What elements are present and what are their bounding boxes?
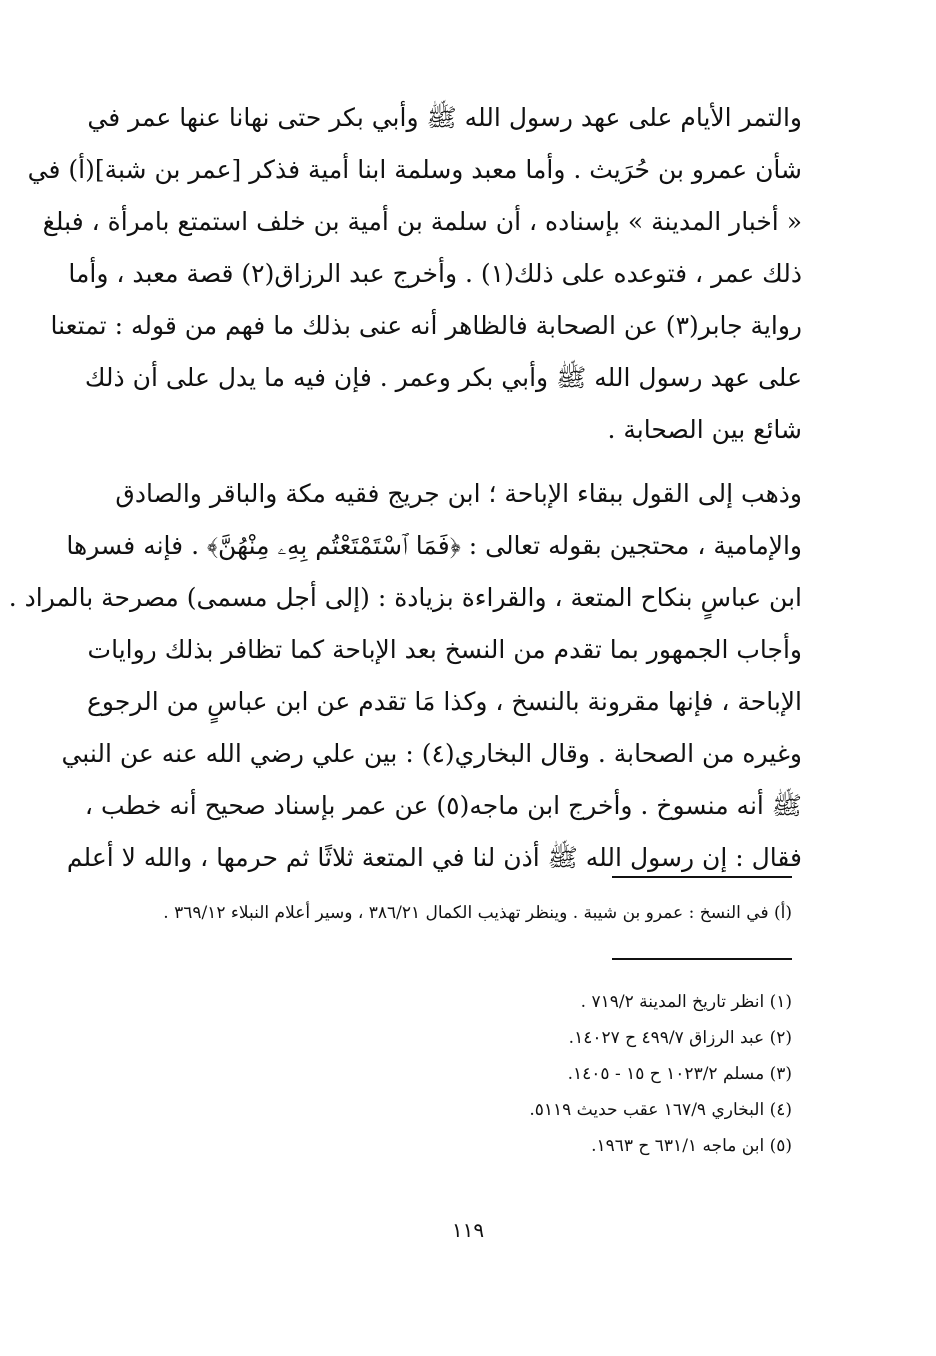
text-line: ﷺ أنه منسوخ . وأخرج ابن ماجه(٥) عن عمر بإسناد صحيح أنه خطب ، [84, 791, 802, 820]
footnote-item: (٢) عبد الرزاق ٤٩٩/٧ ح ١٤٠٢٧. [568, 1028, 792, 1048]
main-text [8, 92, 802, 884]
editor-note: (أ) في النسخ : عمرو بن شيبة . وينظر تهذيب الكمال ٣٨٦/٢١ ، وسير أعلام النبلاء ٣٦٩/١٢ . [163, 903, 792, 923]
footnote-divider [612, 958, 792, 960]
text-line: على عهد رسول الله ﷺ وأبي بكر وعمر . فإن فيه ما يدل على أن ذلك [84, 363, 802, 392]
text-line: وغيره من الصحابة . وقال البخاري(٤) : بين علي رضي الله عنه عن النبي [61, 739, 802, 768]
text-line: « أخبار المدينة » بإسناده ، أن سلمة بن أمية بن خلف استمتع بامرأة ، فبلغ [42, 207, 802, 236]
text-line: وذهب إلى القول ببقاء الإباحة ؛ ابن جريج فقيه مكة والباقر والصادق [115, 479, 802, 508]
footnote-item: (١) انظر تاريخ المدينة ٧١٩/٢ . [580, 992, 792, 1012]
text-line: شائع بين الصحابة . [607, 415, 802, 444]
footnote-divider [612, 876, 792, 878]
text-line: رواية جابر(٣) عن الصحابة فالظاهر أنه عنى بذلك ما فهم من قوله : تمتعنا [50, 311, 802, 340]
text-line: ذلك عمر ، فتوعده على ذلك(١) . وأخرج عبد الرزاق(٢) قصة معبد ، وأما [68, 259, 802, 288]
text-line: الإباحة ، فإنها مقرونة بالنسخ ، وكذا مَا تقدم عن ابن عباسٍ من الرجوع [87, 687, 802, 716]
text-line: وأجاب الجمهور بما تقدم من النسخ بعد الإباحة كما تظافر بذلك روايات [87, 635, 802, 664]
text-line: ابن عباسٍ بنكاح المتعة ، والقراءة بزيادة : (إلى أجل مسمى) مصرحة بالمراد . [8, 583, 802, 612]
footnote-item: (٥) ابن ماجه ٦٣١/١ ح ١٩٦٣. [591, 1136, 792, 1156]
paragraph-gap [132, 456, 802, 468]
text-line: فقال : إن رسول الله ﷺ أذن لنا في المتعة ثلاثًا ثم حرمها ، والله لا أعلم [66, 843, 802, 872]
text-line: شأن عمرو بن حُرَيث . وأما معبد وسلمة ابنا أمية فذكر [عمر بن شبة](أ) في [27, 155, 802, 184]
page-number: ١١٩ [451, 1218, 485, 1242]
text-line: والإمامية ، محتجين بقوله تعالى : ﴿فَمَا ٱسْتَمْتَعْتُم بِهِۦ مِنْهُنَّ﴾ . فإنه فسرها [66, 531, 802, 560]
footnote-item: (٣) مسلم ١٠٢٣/٢ ح ١٥ - ١٤٠٥. [567, 1064, 792, 1084]
text-line: والتمر الأيام على عهد رسول الله ﷺ وأبي بكر حتى نهانا عنها عمر في [87, 103, 802, 132]
footnote-item: (٤) البخاري ١٦٧/٩ عقب حديث ٥١١٩. [529, 1100, 792, 1120]
footnotes [132, 984, 792, 1164]
